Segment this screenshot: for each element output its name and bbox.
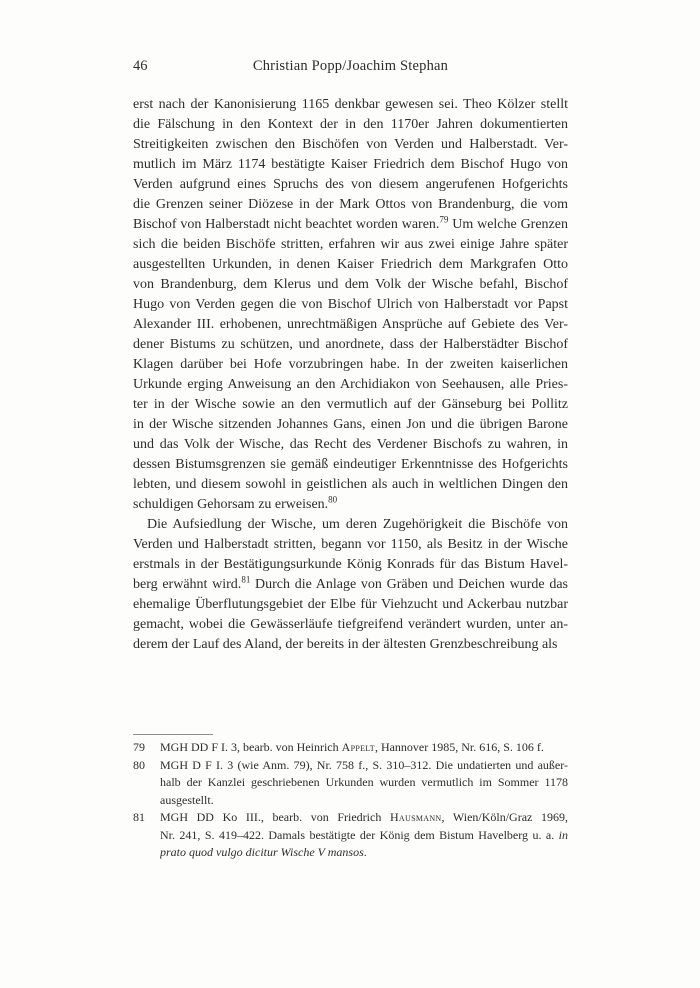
- smallcaps-name: Appelt: [341, 740, 375, 754]
- italic-text: prato quod vulgo dicitur Wische V mansos: [160, 845, 364, 859]
- text-line: Streitigkeiten zwischen den Bischöfen von Verden und Halberstadt. Ver-: [133, 137, 568, 152]
- running-header: Christian Popp/Joachim Stephan: [252, 58, 449, 74]
- text-line: Klagen darüber bei Hofe vorzubringen habe. In der zweiten kaiserlichen: [133, 357, 568, 372]
- footnote-number: 81: [133, 810, 145, 824]
- text-line: schuldigen Gehorsam zu erweisen.$^{80}$: [133, 495, 338, 512]
- footnote-line: MGH DD F I. 3, bearb. von Heinrich Appelt, Hannover 1985, Nr. 616, S. 106 f.: [160, 740, 544, 754]
- text-line: und das Volk der Wische, das Recht des Verdener Bischofs zu wahren, in: [133, 437, 568, 452]
- footnote-ref: 81: [241, 575, 251, 585]
- italic-text: in: [558, 827, 568, 842]
- footnote-ref: 80: [328, 495, 338, 505]
- paragraph: [133, 515, 568, 655]
- text-line: Verden und Halberstadt stritten, begann vor 1150, als Besitz in der Wische: [133, 537, 568, 552]
- footnote-line: prato quod vulgo dicitur Wische V mansos.: [160, 845, 367, 859]
- text-line: Alexander III. erhobenen, unrechtmäßigen Ansprüche auf Gebiete des Ver-: [133, 317, 568, 332]
- text-line: ter in der Wische sowie an den vermutlich auf der Gänseburg bei Pollitz: [133, 397, 568, 412]
- text-line: erst nach der Kanonisierung 1165 denkbar gewesen sei. Theo Kölzer stellt: [133, 97, 568, 112]
- footnote-number: 80: [133, 757, 145, 772]
- text-line: dessen Bistumsgrenzen sie gemäß eindeutiger Erkenntnisse des Hofgerichts: [133, 457, 568, 472]
- footnote-line: ausgestellt.: [160, 792, 214, 807]
- text-line: die Grenzen seiner Diözese in der Mark Ottos von Brandenburg, die vom: [133, 197, 568, 212]
- footnote-text: [160, 809, 568, 862]
- smallcaps-name: Hausmann: [389, 810, 442, 824]
- footnote-ref: 79: [439, 215, 449, 225]
- text-line: in der Wische sitzenden Johannes Gans, einen Jon und die übrigen Barone: [133, 417, 568, 432]
- footnote: [133, 809, 568, 862]
- text-line: Die Aufsiedlung der Wische, um deren Zugehörigkeit die Bischöfe von: [147, 517, 568, 532]
- footnote-text: [160, 757, 568, 810]
- text-line: lebten, und diesem sowohl in geistlichen als auch in weltlichen Dingen den: [133, 477, 568, 492]
- text-line: ausgestellten Urkunden, in denen Kaiser Friedrich dem Markgrafen Otto: [133, 257, 568, 272]
- page-header: [133, 58, 568, 78]
- text-line: Hugo von Verden gegen die von Bischof Ulrich von Halberstadt vor Papst: [133, 297, 568, 312]
- text-line: Bischof von Halberstadt nicht beachtet worden waren.$^{79}$ Um welche Grenzen: [133, 215, 568, 232]
- text-line: die Fälschung in den Kontext der in den 1170er Jahren dokumentierten: [133, 117, 568, 132]
- text-line: dener Bistums zu schützen, und anordnete, dass der Halberstädter Bischof: [133, 337, 568, 352]
- footnote-line: MGH D F I. 3 (wie Anm. 79), Nr. 758 f., S. 310–312. Die undatierten und außer-: [160, 757, 568, 772]
- text-line: berg erwähnt wird.$^{81}$ Durch die Anlage von Gräben und Deichen wurde das: [133, 575, 568, 592]
- footnote-number: 79: [133, 740, 145, 754]
- footnote: [133, 739, 568, 757]
- footnote-line: halb der Kanzlei geschriebenen Urkunden wurden vermutlich im Sommer 1178: [160, 775, 568, 789]
- text-line: gemacht, wobei die Gewässerläufe tiefgreifend verändert wurden, unter an-: [133, 617, 568, 632]
- text-line: sich die beiden Bischöfe stritten, erfahren wir aus zwei einige Jahre später: [133, 237, 568, 252]
- paragraph: [133, 95, 568, 515]
- page-number: 46: [133, 58, 148, 74]
- footnote-text: [160, 739, 568, 757]
- text-line: ehemalige Überflutungsgebiet der Elbe für Viehzucht und Ackerbau nutzbar: [133, 597, 568, 612]
- footnote-separator: [133, 734, 213, 735]
- footnote-line: MGH DD Ko III., bearb. von Friedrich Hausmann, Wien/Köln/Graz 1969,: [160, 810, 568, 824]
- text-line: von Brandenburg, dem Klerus und dem Volk der Wische befahl, Bischof: [133, 277, 568, 292]
- footnote-line: Nr. 241, S. 419–422. Damals bestätigte der König dem Bistum Havelberg u. a. in: [160, 827, 568, 842]
- footnotes-section: [133, 739, 568, 862]
- text-line: mutlich im März 1174 bestätigte Kaiser Friedrich dem Bischof Hugo von: [133, 157, 568, 172]
- body-text: [133, 95, 568, 655]
- text-line: Urkunde erging Anweisung an den Archidiakon von Seehausen, alle Pries-: [133, 377, 568, 392]
- text-line: erstmals in der Bestätigungsurkunde König Konrads für das Bistum Havel-: [133, 557, 568, 572]
- footnote: [133, 757, 568, 810]
- text-line: derem der Lauf des Aland, der bereits in der ältesten Grenzbeschreibung als: [133, 637, 558, 652]
- text-line: Verden aufgrund eines Spruchs des von diesem angerufenen Hofgerichts: [133, 177, 568, 192]
